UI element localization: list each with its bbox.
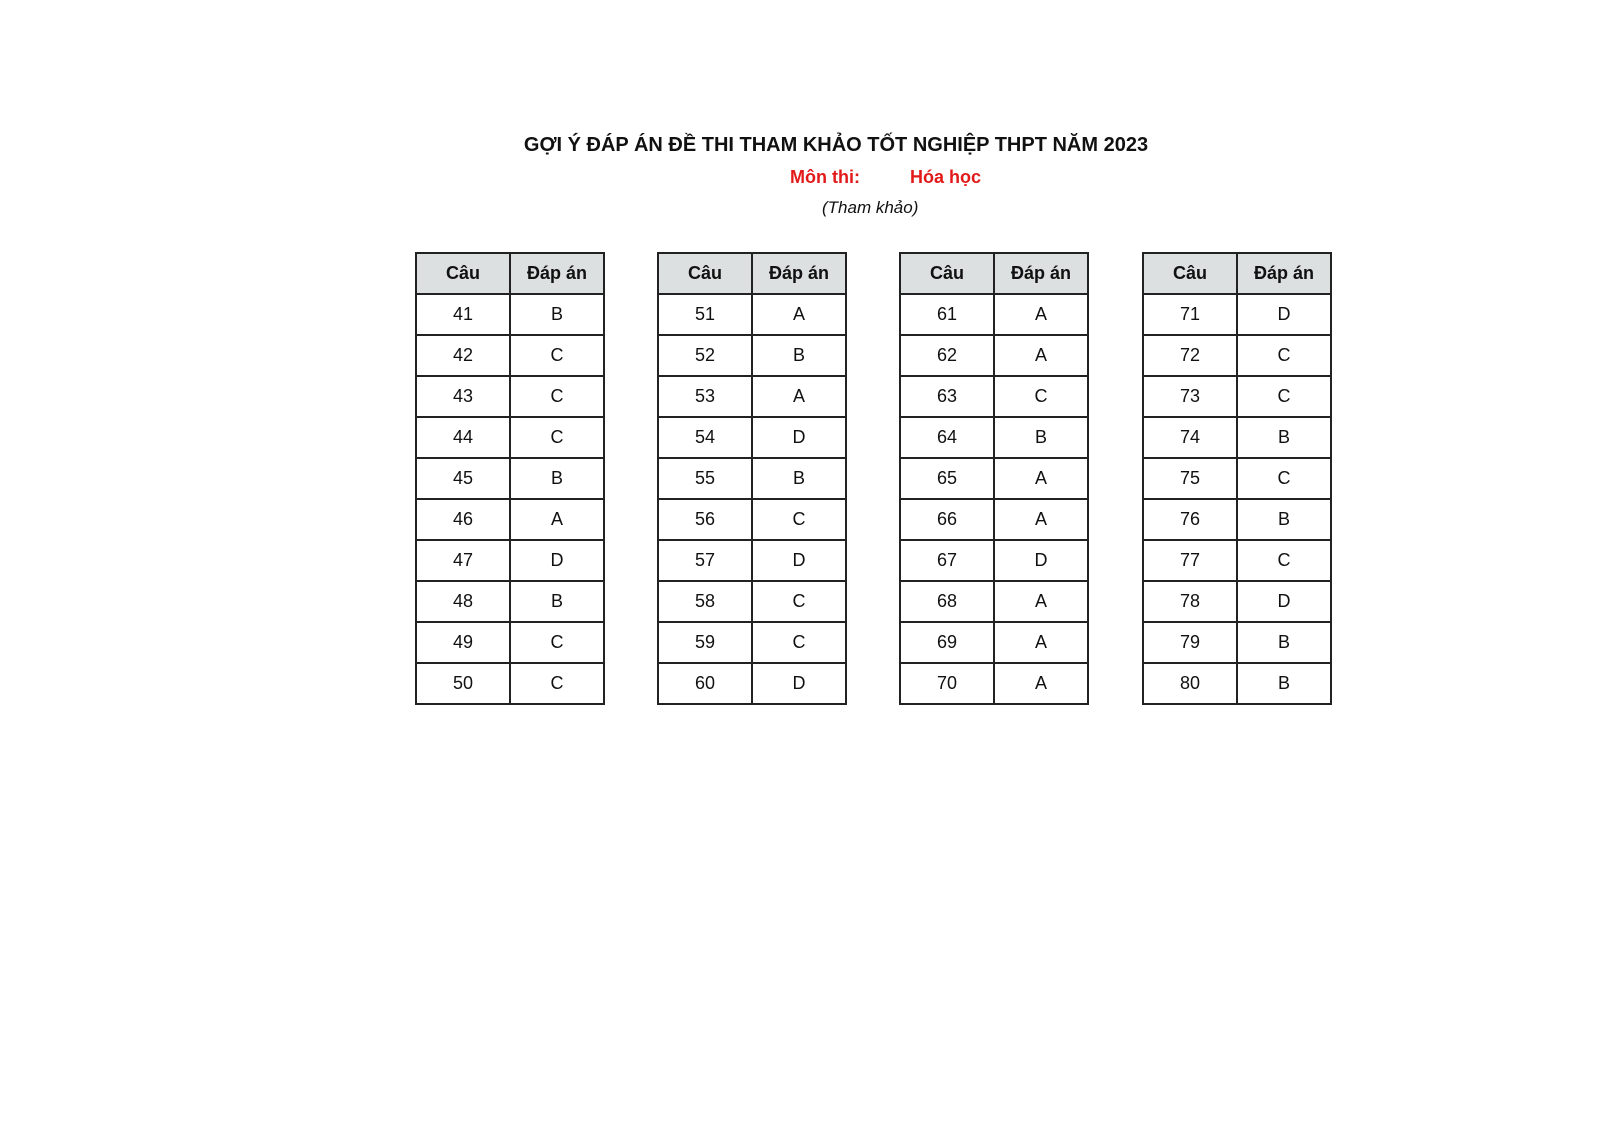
table-row — [900, 376, 1088, 417]
table-row — [900, 663, 1088, 704]
table-row — [1143, 581, 1331, 622]
table-row — [900, 294, 1088, 335]
answer-cell: C — [752, 622, 846, 663]
question-number-cell: 41 — [416, 294, 510, 335]
question-number-cell: 45 — [416, 458, 510, 499]
answer-cell: B — [1237, 622, 1331, 663]
table-row — [416, 622, 604, 663]
table-row — [658, 294, 846, 335]
answer-cell: B — [1237, 663, 1331, 704]
question-number-cell: 53 — [658, 376, 752, 417]
question-number-cell: 54 — [658, 417, 752, 458]
answer-cell: A — [994, 581, 1088, 622]
subject-value: Hóa học — [910, 167, 982, 187]
answer-cell: A — [994, 663, 1088, 704]
table-row — [416, 581, 604, 622]
answer-cell: C — [1237, 335, 1331, 376]
answer-table-1 — [415, 252, 605, 705]
answer-cell: D — [752, 540, 846, 581]
table-row — [658, 540, 846, 581]
question-number-cell: 64 — [900, 417, 994, 458]
answer-cell: C — [994, 376, 1088, 417]
question-number-cell: 57 — [658, 540, 752, 581]
answer-cell: B — [510, 581, 604, 622]
answer-cell: B — [1237, 499, 1331, 540]
question-number-cell: 55 — [658, 458, 752, 499]
table-row — [900, 622, 1088, 663]
question-number-cell: 44 — [416, 417, 510, 458]
answer-cell: B — [510, 294, 604, 335]
answer-cell: C — [752, 499, 846, 540]
table-row — [416, 294, 604, 335]
table-row — [1143, 540, 1331, 581]
question-number-cell: 52 — [658, 335, 752, 376]
table-row — [1143, 663, 1331, 704]
table-row — [900, 335, 1088, 376]
answer-cell: C — [1237, 540, 1331, 581]
table-row — [900, 540, 1088, 581]
question-number-cell: 74 — [1143, 417, 1237, 458]
table-header-row — [900, 253, 1088, 294]
answer-cell: A — [752, 376, 846, 417]
table-row — [416, 663, 604, 704]
column-header-question: Câu — [416, 253, 510, 294]
question-number-cell: 72 — [1143, 335, 1237, 376]
table-row — [416, 335, 604, 376]
table-row — [416, 499, 604, 540]
question-number-cell: 62 — [900, 335, 994, 376]
column-header-answer: Đáp án — [1237, 253, 1331, 294]
table-row — [658, 581, 846, 622]
question-number-cell: 75 — [1143, 458, 1237, 499]
column-header-answer: Đáp án — [994, 253, 1088, 294]
question-number-cell: 65 — [900, 458, 994, 499]
answer-cell: A — [994, 499, 1088, 540]
question-number-cell: 77 — [1143, 540, 1237, 581]
table-row — [900, 417, 1088, 458]
answer-cell: A — [994, 622, 1088, 663]
table-header-row — [658, 253, 846, 294]
question-number-cell: 66 — [900, 499, 994, 540]
table-row — [1143, 417, 1331, 458]
answer-cell: A — [994, 294, 1088, 335]
column-header-answer: Đáp án — [510, 253, 604, 294]
question-number-cell: 50 — [416, 663, 510, 704]
table-row — [658, 663, 846, 704]
question-number-cell: 51 — [658, 294, 752, 335]
page-title: GỢI Ý ĐÁP ÁN ĐỀ THI THAM KHẢO TỐT NGHIỆP THPT NĂM 2023 — [523, 134, 1149, 156]
answer-cell: D — [1237, 294, 1331, 335]
table-row — [658, 458, 846, 499]
question-number-cell: 78 — [1143, 581, 1237, 622]
answer-cell: B — [994, 417, 1088, 458]
table-row — [1143, 458, 1331, 499]
table-row — [1143, 335, 1331, 376]
question-number-cell: 58 — [658, 581, 752, 622]
table-row — [658, 376, 846, 417]
table-row — [1143, 499, 1331, 540]
answer-cell: A — [994, 335, 1088, 376]
answer-cell: D — [752, 663, 846, 704]
column-header-question: Câu — [658, 253, 752, 294]
answer-table-2 — [657, 252, 847, 705]
question-number-cell: 46 — [416, 499, 510, 540]
question-number-cell: 70 — [900, 663, 994, 704]
answer-cell: D — [994, 540, 1088, 581]
answer-cell: C — [510, 663, 604, 704]
table-row — [658, 622, 846, 663]
question-number-cell: 63 — [900, 376, 994, 417]
question-number-cell: 59 — [658, 622, 752, 663]
question-number-cell: 67 — [900, 540, 994, 581]
question-number-cell: 43 — [416, 376, 510, 417]
table-row — [1143, 294, 1331, 335]
answer-cell: D — [1237, 581, 1331, 622]
answer-cell: C — [510, 417, 604, 458]
question-number-cell: 80 — [1143, 663, 1237, 704]
answer-cell: D — [510, 540, 604, 581]
table-row — [416, 540, 604, 581]
reference-note: (Tham khảo) — [822, 198, 919, 217]
question-number-cell: 48 — [416, 581, 510, 622]
table-row — [1143, 622, 1331, 663]
answer-cell: C — [510, 622, 604, 663]
answer-cell: A — [510, 499, 604, 540]
table-row — [900, 499, 1088, 540]
answer-cell: B — [1237, 417, 1331, 458]
question-number-cell: 47 — [416, 540, 510, 581]
table-row — [900, 458, 1088, 499]
question-number-cell: 69 — [900, 622, 994, 663]
answer-cell: C — [1237, 376, 1331, 417]
table-row — [416, 376, 604, 417]
answer-cell: B — [510, 458, 604, 499]
answer-cell: A — [994, 458, 1088, 499]
answer-cell: C — [752, 581, 846, 622]
question-number-cell: 76 — [1143, 499, 1237, 540]
table-row — [1143, 376, 1331, 417]
question-number-cell: 61 — [900, 294, 994, 335]
table-row — [416, 417, 604, 458]
question-number-cell: 73 — [1143, 376, 1237, 417]
table-row — [658, 499, 846, 540]
question-number-cell: 56 — [658, 499, 752, 540]
table-row — [416, 458, 604, 499]
table-row — [900, 581, 1088, 622]
question-number-cell: 60 — [658, 663, 752, 704]
answer-cell: C — [510, 376, 604, 417]
answer-table-3 — [899, 252, 1089, 705]
question-number-cell: 49 — [416, 622, 510, 663]
table-header-row — [1143, 253, 1331, 294]
answer-cell: A — [752, 294, 846, 335]
question-number-cell: 42 — [416, 335, 510, 376]
table-row — [658, 417, 846, 458]
answer-table-4 — [1142, 252, 1332, 705]
subject-label: Môn thi: — [790, 167, 860, 187]
table-header-row — [416, 253, 604, 294]
column-header-answer: Đáp án — [752, 253, 846, 294]
question-number-cell: 68 — [900, 581, 994, 622]
answer-cell: C — [1237, 458, 1331, 499]
column-header-question: Câu — [1143, 253, 1237, 294]
table-row — [658, 335, 846, 376]
answer-cell: D — [752, 417, 846, 458]
question-number-cell: 71 — [1143, 294, 1237, 335]
answer-cell: C — [510, 335, 604, 376]
answer-cell: B — [752, 458, 846, 499]
answer-cell: B — [752, 335, 846, 376]
question-number-cell: 79 — [1143, 622, 1237, 663]
column-header-question: Câu — [900, 253, 994, 294]
